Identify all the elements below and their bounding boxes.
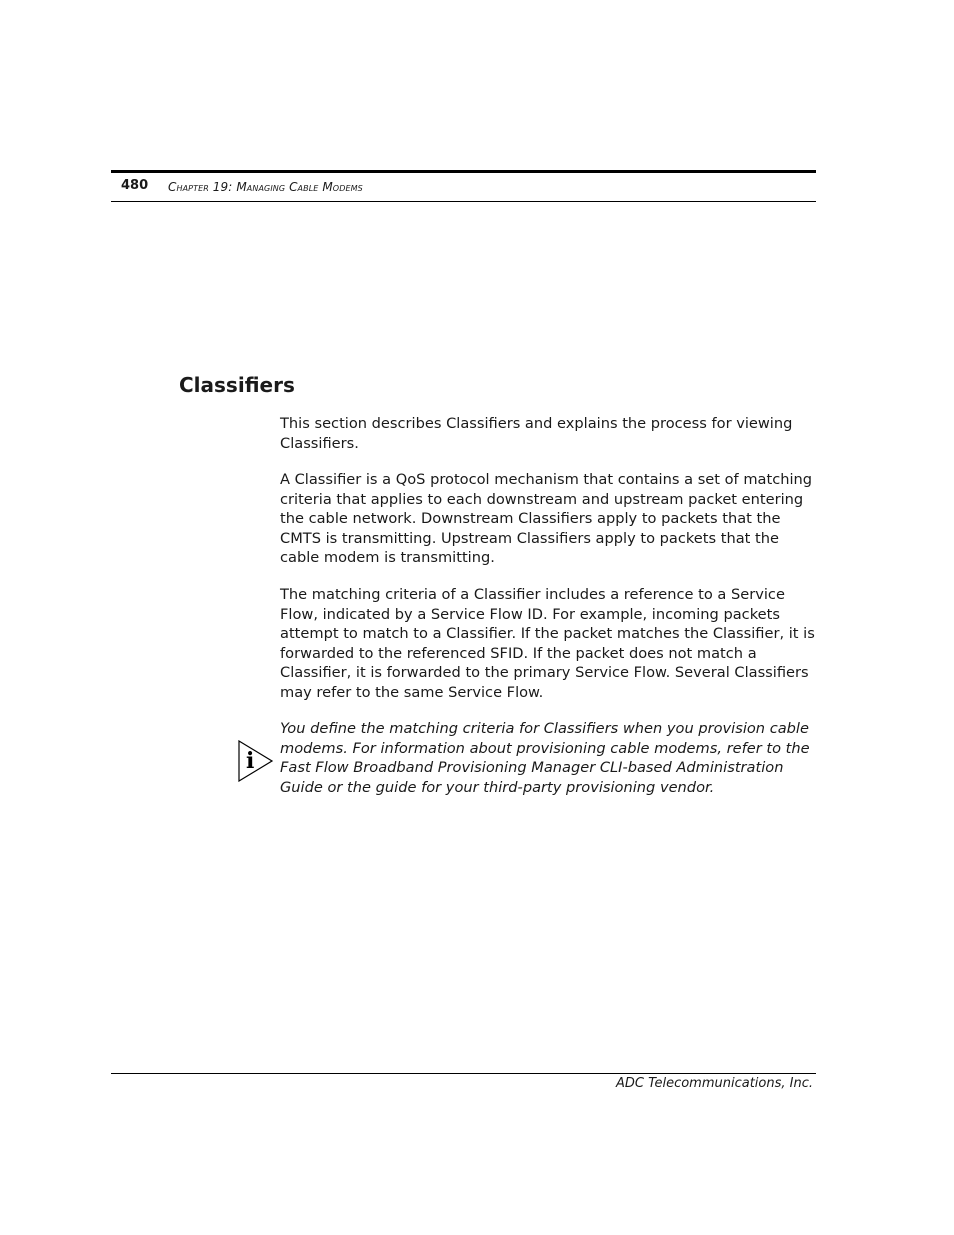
note-text: You define the matching criteria for Classifiers when you provision cable modems. For information about provisioning cable modems, refer to the Fast Flow Broadband Provisioning Manager CLI-based Administration Guide or the guide for your third-party provisioning vendor. <box>280 720 810 796</box>
intro-paragraph: This section describes Classifiers and explains the process for viewing Classifiers. <box>280 415 793 452</box>
footer-rule <box>111 1073 816 1074</box>
info-icon <box>238 740 274 782</box>
page-number: 480 <box>121 178 149 193</box>
chapter-title: Chapter 19: Managing Cable Modems <box>168 180 363 194</box>
classifier-definition-paragraph: A Classifier is a QoS protocol mechanism that contains a set of matching criteria that applies to each downstream and upstream packet entering the cable network. Downstream Classifiers apply to packets that the CMTS is transmitting. Upstream Classifiers apply to packets that the cable modem is transmitting. <box>280 471 813 566</box>
section-heading: Classifiers <box>179 373 295 397</box>
header-top-rule <box>111 170 816 173</box>
svg-text:i: i <box>246 748 255 774</box>
header-bottom-rule <box>111 201 816 202</box>
footer-company: ADC Telecommunications, Inc. <box>616 1076 813 1091</box>
matching-criteria-paragraph: The matching criteria of a Classifier includes a reference to a Service Flow, indicated by a Service Flow ID. For example, incoming packets attempt to match to a Classifier. If the packet matches the Classifier, it is forwarded to the referenced SFID. If the packet does not match a Classifier, it is forwarded to the primary Service Flow. Several Classifiers may refer to the same Service Flow. <box>280 586 815 701</box>
